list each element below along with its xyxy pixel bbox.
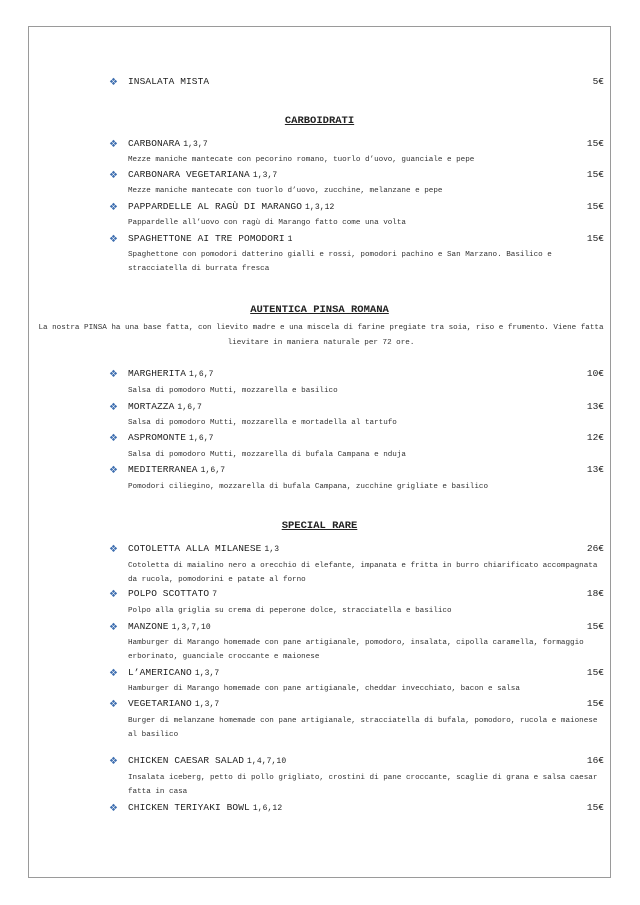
- item-price: 15€: [586, 698, 604, 709]
- item-name: CHICKEN TERIYAKI BOWL 1,6,12: [128, 802, 283, 813]
- item-allergens: 1,3: [264, 545, 280, 554]
- item-description: Hamburger di Marango homemade con pane artigianale, pomodoro, insalata, cipolla caramella, formaggio erborinato, guanciale croccante e maionese: [128, 639, 584, 661]
- item-description: Salsa di pomodoro Mutti, mozzarella e basilico: [128, 387, 338, 395]
- diamond-bullet-icon: ❖: [109, 544, 118, 555]
- item-price: 16€: [586, 755, 604, 766]
- item-name: CHICKEN CAESAR SALAD 1,4,7,10: [128, 755, 287, 766]
- item-description: Spaghettone con pomodori datterino gialli e rossi, pomodori pachino e San Marzano. Basilico e stracciatella di burrata fresca: [128, 251, 552, 273]
- diamond-bullet-icon: ❖: [109, 589, 118, 600]
- item-allergens: 1,6,7: [177, 403, 202, 412]
- diamond-bullet-icon: ❖: [109, 465, 118, 476]
- diamond-bullet-icon: ❖: [109, 77, 118, 88]
- item-allergens: 1,6,7: [189, 434, 214, 443]
- item-allergens: 1: [287, 235, 293, 244]
- item-name: COTOLETTA ALLA MILANESE 1,3: [128, 543, 280, 554]
- menu-item: [109, 233, 604, 249]
- menu-item: [109, 464, 604, 480]
- diamond-bullet-icon: ❖: [109, 668, 118, 679]
- item-name: PAPPARDELLE AL RAGÙ DI MARANGO 1,3,12: [128, 201, 335, 212]
- item-allergens: 1,3,7: [183, 140, 208, 149]
- item-price: 15€: [586, 233, 604, 244]
- item-description: Salsa di pomodoro Mutti, mozzarella e mortadella al tartufo: [128, 419, 397, 427]
- menu-item: [109, 432, 604, 448]
- menu-item: [109, 76, 604, 92]
- item-allergens: 1,3,7: [194, 669, 220, 678]
- diamond-bullet-icon: ❖: [109, 756, 118, 767]
- item-description: Mezze maniche mantecate con pecorino romano, tuorlo d’uovo, guanciale e pepe: [128, 156, 475, 164]
- menu-item: [109, 755, 604, 771]
- item-allergens: 1,3,7,10: [171, 623, 211, 632]
- diamond-bullet-icon: ❖: [109, 170, 118, 181]
- item-allergens: 1,4,7,10: [247, 757, 287, 766]
- item-name: CARBONARA VEGETARIANA 1,3,7: [128, 169, 278, 180]
- diamond-bullet-icon: ❖: [109, 202, 118, 213]
- item-description: Pappardelle all’uovo con ragù di Marango fatto come una volta: [128, 219, 406, 227]
- item-price: 26€: [586, 543, 604, 554]
- item-price: 15€: [586, 169, 604, 180]
- item-price: 13€: [586, 464, 604, 475]
- menu-item: [109, 588, 604, 604]
- menu-item: [109, 368, 604, 384]
- diamond-bullet-icon: ❖: [109, 803, 118, 814]
- item-description: Salsa di pomodoro Mutti, mozzarella di bufala Campana e nduja: [128, 451, 406, 459]
- section-title-pinsa: AUTENTICA PINSA ROMANA: [250, 304, 389, 316]
- item-name: MARGHERITA 1,6,7: [128, 368, 214, 379]
- menu-item: [109, 169, 604, 185]
- item-description: Insalata iceberg, petto di pollo grigliato, crostini di pane croccante, scaglie di grana e salsa caesar fatta in casa: [128, 774, 598, 796]
- item-price: 5€: [592, 76, 604, 87]
- menu-page: [28, 26, 611, 878]
- item-allergens: 1,3,12: [305, 203, 335, 212]
- item-allergens: 7: [212, 590, 218, 599]
- section-title-carboidrati: CARBOIDRATI: [284, 115, 355, 127]
- item-name: VEGETARIANO 1,3,7: [128, 698, 220, 709]
- item-price: 10€: [586, 368, 604, 379]
- menu-item: [109, 401, 604, 417]
- item-price: 12€: [586, 432, 604, 443]
- item-name: POLPO SCOTTATO 7: [128, 588, 218, 599]
- diamond-bullet-icon: ❖: [109, 369, 118, 380]
- menu-item: [109, 698, 604, 714]
- diamond-bullet-icon: ❖: [109, 622, 118, 633]
- menu-item: [109, 543, 604, 559]
- item-description: Hamburger di Marango homemade con pane artigianale, cheddar invecchiato, bacon e salsa: [128, 685, 520, 693]
- menu-item: [109, 802, 604, 818]
- item-allergens: 1,3,7: [252, 171, 278, 180]
- item-price: 15€: [586, 621, 604, 632]
- item-price: 13€: [586, 401, 604, 412]
- item-description: Burger di melanzane homemade con pane artigianale, stracciatella di bufala, pomodoro, rucola e maionese al basilico: [128, 717, 598, 739]
- item-description: Pomodori ciliegino, mozzarella di bufala Campana, zucchine grigliate e basilico: [128, 483, 489, 491]
- item-name: MORTAZZA 1,6,7: [128, 401, 202, 412]
- item-name: MANZONE 1,3,7,10: [128, 621, 211, 632]
- item-name: CARBONARA 1,3,7: [128, 138, 208, 149]
- item-description: Polpo alla griglia su crema di peperone dolce, stracciatella e basilico: [128, 607, 452, 615]
- item-price: 15€: [586, 802, 604, 813]
- item-name: MEDITERRANEA 1,6,7: [128, 464, 226, 475]
- menu-item: [109, 138, 604, 154]
- diamond-bullet-icon: ❖: [109, 139, 118, 150]
- item-name: ASPROMONTE 1,6,7: [128, 432, 214, 443]
- item-price: 15€: [586, 667, 604, 678]
- menu-item: [109, 667, 604, 683]
- item-price: 18€: [586, 588, 604, 599]
- pinsa-intro: La nostra PINSA ha una base fatta, con lievito madre e una miscela di farine pregiate tra soia, riso e frumento. Viene fatta lievitare in maniera naturale per 72 ore.: [38, 324, 604, 347]
- item-name: L’AMERICANO 1,3,7: [128, 667, 220, 678]
- item-description: Cotoletta di maialino nero a orecchio di elefante, impanata e fritta in burro chiarificato accompagnata da rucola, pomodorini e patate al forno: [128, 562, 598, 584]
- item-name: INSALATA MISTA: [128, 76, 210, 87]
- diamond-bullet-icon: ❖: [109, 234, 118, 245]
- item-allergens: 1,6,7: [200, 466, 226, 475]
- diamond-bullet-icon: ❖: [109, 699, 118, 710]
- item-description: Mezze maniche mantecate con tuorlo d’uovo, zucchine, melanzane e pepe: [128, 187, 443, 195]
- item-price: 15€: [586, 138, 604, 149]
- item-price: 15€: [586, 201, 604, 212]
- menu-item: [109, 621, 604, 637]
- diamond-bullet-icon: ❖: [109, 402, 118, 413]
- diamond-bullet-icon: ❖: [109, 433, 118, 444]
- item-allergens: 1,6,7: [189, 370, 214, 379]
- item-allergens: 1,6,12: [252, 804, 283, 813]
- item-name: SPAGHETTONE AI TRE POMODORI 1: [128, 233, 293, 244]
- item-allergens: 1,3,7: [194, 700, 220, 709]
- section-title-special: SPECIAL RARE: [281, 520, 358, 532]
- menu-item: [109, 201, 604, 217]
